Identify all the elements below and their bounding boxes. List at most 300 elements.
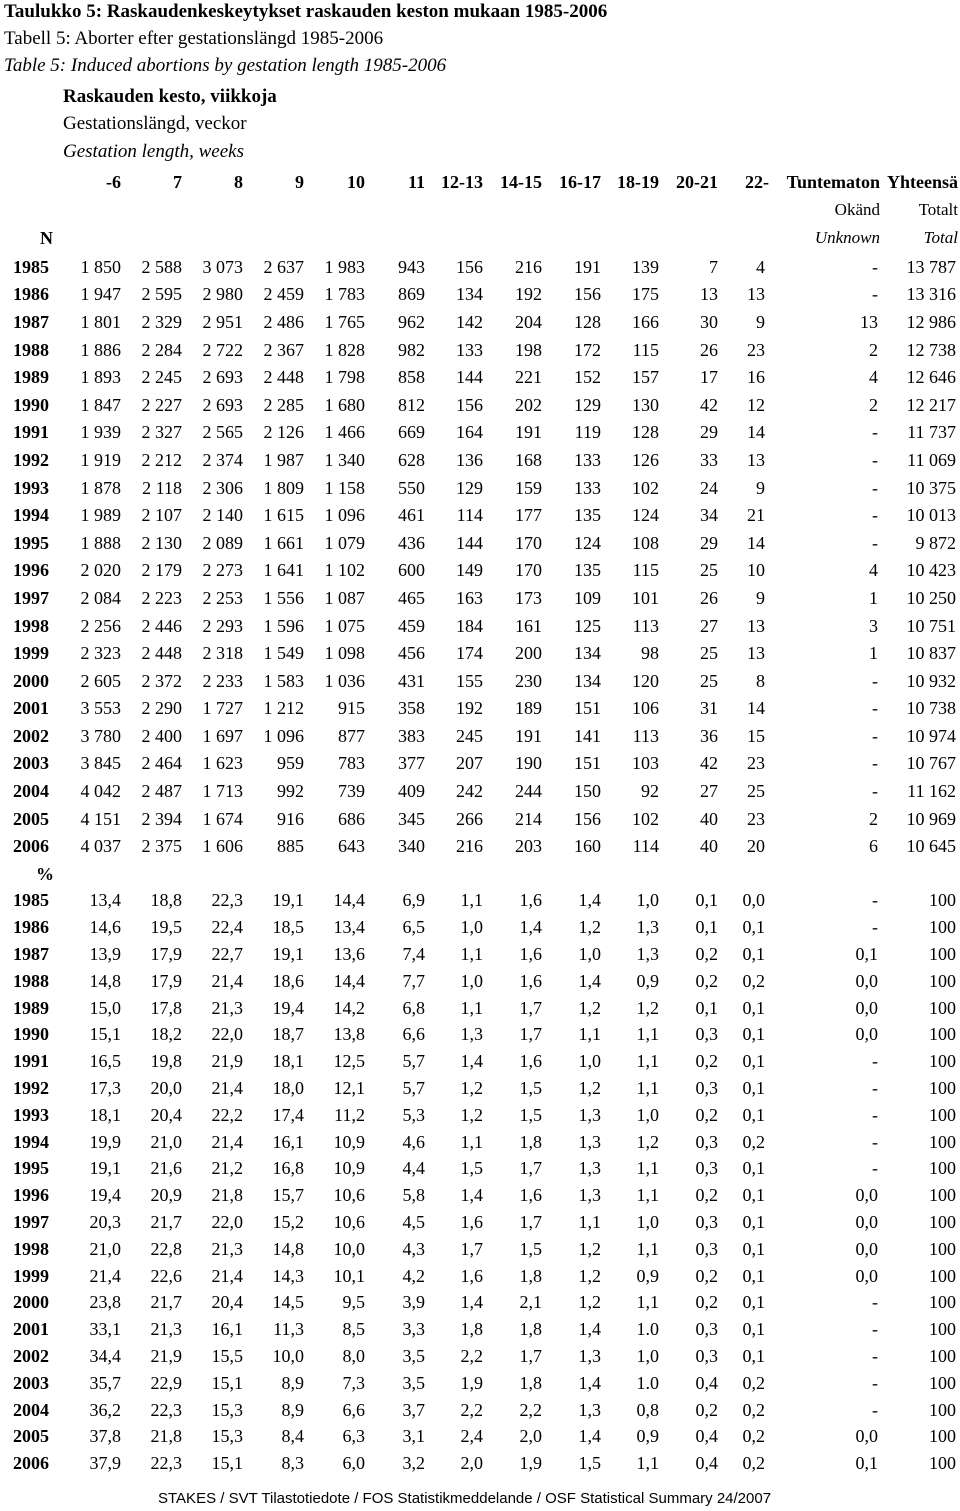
table-cell: 221: [515, 367, 542, 388]
table-cell: 0,0: [855, 1238, 878, 1259]
section-label-row: [0, 860, 960, 887]
table-cell: 1,2: [636, 1131, 659, 1152]
table-cell: 812: [398, 394, 425, 415]
table-cell: 0,2: [742, 1426, 765, 1447]
table-cell: 1,0: [578, 1051, 601, 1072]
table-cell: 2 107: [141, 505, 182, 526]
table-cell: 10 969: [906, 808, 956, 829]
table-cell: 25: [700, 560, 718, 581]
column-header: 7: [173, 172, 182, 192]
table-cell: 1,7: [519, 997, 542, 1018]
table-cell: 8: [756, 670, 765, 691]
table-cell: 0,0: [855, 970, 878, 991]
table-cell: 4,5: [402, 1212, 425, 1233]
table-cell: 2: [869, 808, 878, 829]
table-cell: 19,9: [89, 1131, 121, 1152]
table-cell: 34: [700, 505, 718, 526]
table-cell: 1 783: [324, 284, 365, 305]
table-cell: 1,4: [578, 1372, 601, 1393]
table-cell: 25: [700, 643, 718, 664]
table-cell: 16,1: [272, 1131, 304, 1152]
table-cell: 2 375: [141, 836, 182, 857]
table-cell: 4: [869, 367, 878, 388]
table-cell: 100: [929, 944, 956, 965]
table-cell: 133: [456, 339, 483, 360]
table-cell: 0,1: [742, 1238, 765, 1259]
table-cell: 5,3: [402, 1104, 425, 1125]
table-cell: 26: [700, 587, 718, 608]
table-cell: 0,9: [636, 1265, 659, 1286]
table-cell: 1 713: [202, 781, 243, 802]
table-cell: 1,7: [519, 1024, 542, 1045]
table-cell: 1 556: [263, 587, 304, 608]
table-cell: 1 987: [263, 449, 304, 470]
table-cell: 113: [632, 615, 659, 636]
table-cell: 1,2: [578, 1078, 601, 1099]
table-cell: -: [872, 698, 878, 719]
table-cell: 0,2: [695, 1399, 718, 1420]
table-cell: 7,7: [402, 970, 425, 991]
table-cell: 34,4: [89, 1346, 121, 1366]
table-cell: 13,6: [333, 944, 365, 965]
row-year: 1996: [13, 1185, 49, 1206]
table-cell: 13,4: [333, 917, 365, 938]
table-cell: 100: [929, 1265, 956, 1286]
table-cell: 130: [632, 394, 659, 415]
table-cell: 1 087: [324, 587, 365, 608]
table-cell: 0,2: [695, 1265, 718, 1286]
table-cell: 136: [456, 449, 483, 470]
table-cell: 1,2: [578, 1238, 601, 1259]
table-cell: 1,3: [636, 917, 659, 938]
table-row: [0, 722, 960, 750]
table-cell: 134: [574, 670, 601, 691]
table-cell: 164: [456, 422, 483, 443]
table-row: [0, 1343, 960, 1370]
table-cell: 151: [574, 698, 601, 719]
table-cell: 1,9: [519, 1453, 542, 1474]
table-cell: 1 079: [324, 532, 365, 553]
table-cell: 170: [515, 560, 542, 581]
table-cell: 4 037: [80, 836, 121, 857]
table-cell: 1,0: [636, 890, 659, 911]
table-cell: 0,1: [695, 997, 718, 1018]
table-cell: 2 394: [141, 808, 182, 829]
table-cell: 1 096: [324, 505, 365, 526]
table-cell: 436: [398, 532, 425, 553]
row-year: 1986: [13, 284, 49, 305]
table-cell: 1 850: [80, 256, 121, 277]
table-cell: 0,2: [742, 1372, 765, 1393]
table-cell: 20,0: [150, 1078, 182, 1099]
table-cell: 10,6: [333, 1185, 365, 1206]
table-cell: 3 845: [80, 753, 121, 774]
percent-section: [0, 860, 960, 1477]
table-cell: 2 212: [141, 449, 182, 470]
table-cell: 1,0: [636, 1104, 659, 1125]
table-cell: 102: [632, 808, 659, 829]
table-row: [0, 1021, 960, 1048]
table-cell: 12,5: [333, 1051, 365, 1072]
table-cell: 340: [398, 836, 425, 857]
table-cell: 15,3: [211, 1399, 243, 1420]
table-cell: 10 932: [906, 670, 956, 691]
table-cell: 14,8: [89, 970, 121, 991]
column-header: -6: [106, 172, 121, 192]
table-cell: 6,6: [342, 1399, 365, 1420]
table-cell: 214: [515, 808, 542, 829]
table-cell: 10,0: [333, 1238, 365, 1259]
table-cell: 1,3: [636, 944, 659, 965]
table-cell: 25: [747, 781, 765, 802]
table-cell: 1,1: [636, 1051, 659, 1072]
table-cell: 1,3: [578, 1399, 601, 1420]
table-cell: 0,1: [695, 917, 718, 938]
table-cell: 18,6: [272, 970, 304, 991]
table-cell: 157: [632, 367, 659, 388]
section-label-percent: %: [36, 863, 54, 884]
table-row: [0, 832, 960, 860]
table-cell: 17,4: [272, 1104, 304, 1125]
table-cell: 0,3: [695, 1131, 718, 1152]
table-cell: 1 809: [263, 477, 304, 498]
table-cell: 1,2: [460, 1078, 483, 1099]
row-year: 1987: [13, 311, 49, 332]
table-cell: 0,1: [742, 1319, 765, 1340]
table-cell: 2 306: [202, 477, 243, 498]
table-cell: 2 273: [202, 560, 243, 581]
table-cell: 1 606: [202, 836, 243, 857]
row-year: 1988: [13, 339, 49, 360]
table-cell: 9: [756, 477, 765, 498]
table-cell: 15,7: [272, 1185, 304, 1206]
table-cell: -: [872, 1292, 878, 1313]
table-cell: 1,0: [460, 917, 483, 938]
table-cell: 7,4: [402, 944, 425, 965]
row-year: 2000: [13, 1292, 49, 1313]
table-row: [0, 1289, 960, 1316]
table-row: [0, 1075, 960, 1102]
table-cell: 2 588: [141, 256, 182, 277]
table-cell: 1,3: [578, 1131, 601, 1152]
table-cell: 190: [515, 753, 542, 774]
row-year: 2006: [13, 836, 49, 857]
table-cell: 200: [515, 643, 542, 664]
table-cell: 27: [700, 781, 718, 802]
table-cell: 20,9: [150, 1185, 182, 1206]
table-row: [0, 253, 960, 281]
row-year: 1985: [13, 256, 49, 277]
table-cell: 1,4: [460, 1051, 483, 1072]
table-cell: 1,1: [636, 1292, 659, 1313]
table-cell: 22,0: [211, 1024, 243, 1045]
table-cell: 15,1: [211, 1372, 243, 1393]
table-cell: -: [872, 1346, 878, 1366]
table-cell: 242: [456, 781, 483, 802]
table-cell: 230: [515, 670, 542, 691]
table-cell: 2 693: [202, 367, 243, 388]
table-cell: 2 367: [263, 339, 304, 360]
table-cell: 12 738: [906, 339, 956, 360]
table-cell: 22,8: [150, 1238, 182, 1259]
row-year: 1997: [13, 1212, 49, 1233]
table-cell: 0,0: [855, 1185, 878, 1206]
table-cell: 550: [398, 477, 425, 498]
table-cell: 1,1: [636, 1453, 659, 1474]
table-cell: 160: [574, 836, 601, 857]
table-cell: 8,4: [281, 1426, 304, 1447]
table-cell: 10 013: [906, 505, 956, 526]
table-cell: 134: [456, 284, 483, 305]
table-cell: 98: [641, 643, 659, 664]
table-cell: 1,6: [460, 1212, 483, 1233]
table-cell: 0,1: [742, 1292, 765, 1313]
table-cell: 21,3: [150, 1319, 182, 1340]
table-cell: 11,2: [334, 1104, 365, 1125]
table-cell: 1,7: [519, 1346, 542, 1366]
table-cell: 0,0: [855, 1024, 878, 1045]
table-cell: 6: [869, 836, 878, 857]
table-cell: 465: [398, 587, 425, 608]
table-cell: 0,1: [742, 1024, 765, 1045]
table-cell: 161: [515, 615, 542, 636]
table-cell: 18,1: [272, 1051, 304, 1072]
table-row: [0, 391, 960, 419]
table-cell: 13: [700, 284, 718, 305]
table-cell: 2 284: [141, 339, 182, 360]
abortions-table: [0, 167, 960, 1477]
column-group-heading-en: Gestation length, weeks: [63, 141, 244, 162]
table-cell: -: [872, 1051, 878, 1072]
table-cell: 25: [700, 670, 718, 691]
table-cell: 23: [747, 808, 765, 829]
row-year: 1986: [13, 917, 49, 938]
table-row: [0, 967, 960, 994]
table-cell: 21,4: [211, 1265, 243, 1286]
table-cell: 1 847: [80, 394, 121, 415]
table-cell: 100: [929, 917, 956, 938]
table-cell: 2 486: [263, 311, 304, 332]
table-cell: 152: [574, 367, 601, 388]
table-cell: -: [872, 753, 878, 774]
table-row: [0, 1101, 960, 1128]
table-cell: 869: [398, 284, 425, 305]
table-cell: 1,1: [578, 1212, 601, 1233]
column-header: 11: [407, 172, 425, 192]
table-cell: 2,0: [460, 1453, 483, 1474]
table-cell: 915: [338, 698, 365, 719]
column-header-row: [0, 167, 960, 197]
table-cell: 6,9: [402, 890, 425, 911]
table-cell: 0,2: [695, 944, 718, 965]
table-cell: 1,1: [460, 944, 483, 965]
column-header: 10: [347, 172, 365, 192]
table-cell: 168: [515, 449, 542, 470]
table-cell: 14,2: [333, 997, 365, 1018]
table-row: [0, 887, 960, 914]
row-year: 1997: [13, 587, 49, 608]
table-cell: 1,4: [578, 1426, 601, 1447]
table-cell: 139: [632, 256, 659, 277]
table-cell: 1,2: [578, 1265, 601, 1286]
table-cell: 202: [515, 394, 542, 415]
table-cell: 9: [756, 311, 765, 332]
table-cell: 37,8: [89, 1426, 121, 1447]
table-cell: 2 372: [141, 670, 182, 691]
table-cell: -: [872, 505, 878, 526]
table-cell: 0,3: [695, 1212, 718, 1233]
table-cell: 13: [747, 615, 765, 636]
table-cell: 156: [574, 284, 601, 305]
table-cell: 17,8: [150, 997, 182, 1018]
table-cell: 1 075: [324, 615, 365, 636]
table-cell: 216: [515, 256, 542, 277]
table-cell: 1,4: [578, 970, 601, 991]
table-cell: 12 986: [906, 311, 956, 332]
table-cell: 14: [747, 698, 765, 719]
row-year: 2002: [13, 725, 49, 746]
table-cell: 1 102: [324, 560, 365, 581]
row-year: 1989: [13, 367, 49, 388]
table-cell: 20,3: [89, 1212, 121, 1233]
table-cell: -: [872, 256, 878, 277]
table-row: [0, 363, 960, 391]
row-year: 1990: [13, 1024, 49, 1045]
table-cell: 1,4: [578, 890, 601, 911]
table-cell: 156: [574, 808, 601, 829]
table-row: [0, 1396, 960, 1423]
table-cell: 962: [398, 311, 425, 332]
table-cell: 156: [456, 394, 483, 415]
table-cell: 16: [747, 367, 765, 388]
table-cell: 21,4: [211, 1078, 243, 1099]
table-row: [0, 1423, 960, 1450]
table-cell: 943: [398, 256, 425, 277]
table-cell: 1,5: [460, 1158, 483, 1179]
table-cell: 21,4: [211, 970, 243, 991]
page-footer: STAKES / SVT Tilastotiedote / FOS Statistikmeddelande / OSF Statistical Summary 24/2007: [158, 1490, 772, 1507]
table-cell: 1,8: [519, 1265, 542, 1286]
table-row: [0, 1209, 960, 1236]
table-cell: 19,8: [150, 1051, 182, 1072]
table-cell: 1,2: [460, 1104, 483, 1125]
table-cell: 21,7: [150, 1212, 182, 1233]
table-cell: 10 250: [906, 587, 956, 608]
table-cell: 1 641: [263, 560, 304, 581]
table-cell: 783: [338, 753, 365, 774]
table-cell: 21,0: [89, 1238, 121, 1259]
table-row: [0, 750, 960, 778]
table-cell: 1,1: [636, 1238, 659, 1259]
table-cell: 2 637: [263, 256, 304, 277]
table-cell: 431: [398, 670, 425, 691]
table-cell: 1,2: [578, 917, 601, 938]
table-cell: 0,2: [695, 1104, 718, 1125]
table-cell: 18,5: [272, 917, 304, 938]
row-year: 2001: [13, 1319, 49, 1340]
table-cell: 42: [700, 394, 718, 415]
table-cell: 1,0: [460, 970, 483, 991]
table-cell: 29: [700, 532, 718, 553]
table-cell: 1,3: [460, 1024, 483, 1045]
table-cell: 1,8: [519, 1319, 542, 1340]
table-cell: 191: [515, 422, 542, 443]
table-cell: 21,4: [211, 1131, 243, 1152]
table-cell: 19,4: [89, 1185, 121, 1206]
table-cell: 100: [929, 1346, 956, 1366]
table-cell: 10 423: [906, 560, 956, 581]
table-cell: 170: [515, 532, 542, 553]
table-cell: 115: [632, 560, 659, 581]
table-cell: 10 645: [906, 836, 956, 857]
table-cell: 21,3: [211, 1238, 243, 1259]
table-cell: 20,4: [211, 1292, 243, 1313]
table-cell: 135: [574, 505, 601, 526]
table-row: [0, 695, 960, 723]
table-cell: 244: [515, 781, 542, 802]
row-year: 2000: [13, 670, 49, 691]
table-title-fi: Taulukko 5: Raskaudenkeskeytykset raskauden keston mukaan 1985-2006: [4, 1, 608, 22]
table-cell: 0,1: [742, 1078, 765, 1099]
table-cell: 22,4: [211, 917, 243, 938]
table-cell: 22,3: [150, 1399, 182, 1420]
table-cell: 15,5: [211, 1346, 243, 1366]
table-cell: 2 327: [141, 422, 182, 443]
table-cell: 1 727: [202, 698, 243, 719]
table-cell: 23,8: [89, 1292, 121, 1313]
table-cell: -: [872, 1131, 878, 1152]
table-row: [0, 1316, 960, 1343]
table-cell: 10 974: [906, 725, 956, 746]
table-cell: 103: [632, 753, 659, 774]
table-cell: 172: [574, 339, 601, 360]
table-cell: 877: [338, 725, 365, 746]
table-cell: 1 697: [202, 725, 243, 746]
row-year: 2003: [13, 753, 49, 774]
table-cell: 982: [398, 339, 425, 360]
table-cell: 42: [700, 753, 718, 774]
table-cell: -: [872, 477, 878, 498]
table-cell: 129: [456, 477, 483, 498]
table-cell: 4: [756, 256, 765, 277]
table-cell: 0,3: [695, 1238, 718, 1259]
table-cell: 192: [515, 284, 542, 305]
table-cell: 4,6: [402, 1131, 425, 1152]
row-year: 1991: [13, 1051, 49, 1072]
table-cell: 18,8: [150, 890, 182, 911]
table-cell: 129: [574, 394, 601, 415]
table-cell: 2 951: [202, 311, 243, 332]
table-cell: 115: [632, 339, 659, 360]
table-cell: 0,2: [742, 970, 765, 991]
table-cell: 1 989: [80, 505, 121, 526]
table-cell: 1,1: [636, 1158, 659, 1179]
table-cell: 4,4: [402, 1158, 425, 1179]
table-cell: 2 130: [141, 532, 182, 553]
table-cell: 15,2: [272, 1212, 304, 1233]
table-cell: 10,1: [333, 1265, 365, 1286]
table-cell: 40: [700, 836, 718, 857]
table-cell: 1 680: [324, 394, 365, 415]
table-cell: 0,9: [636, 970, 659, 991]
table-cell: 2 722: [202, 339, 243, 360]
table-cell: 11 162: [907, 781, 956, 802]
table-cell: 20: [747, 836, 765, 857]
table-cell: 13: [747, 449, 765, 470]
table-cell: 2 223: [141, 587, 182, 608]
table-cell: 30: [700, 311, 718, 332]
table-cell: 17,9: [150, 944, 182, 965]
